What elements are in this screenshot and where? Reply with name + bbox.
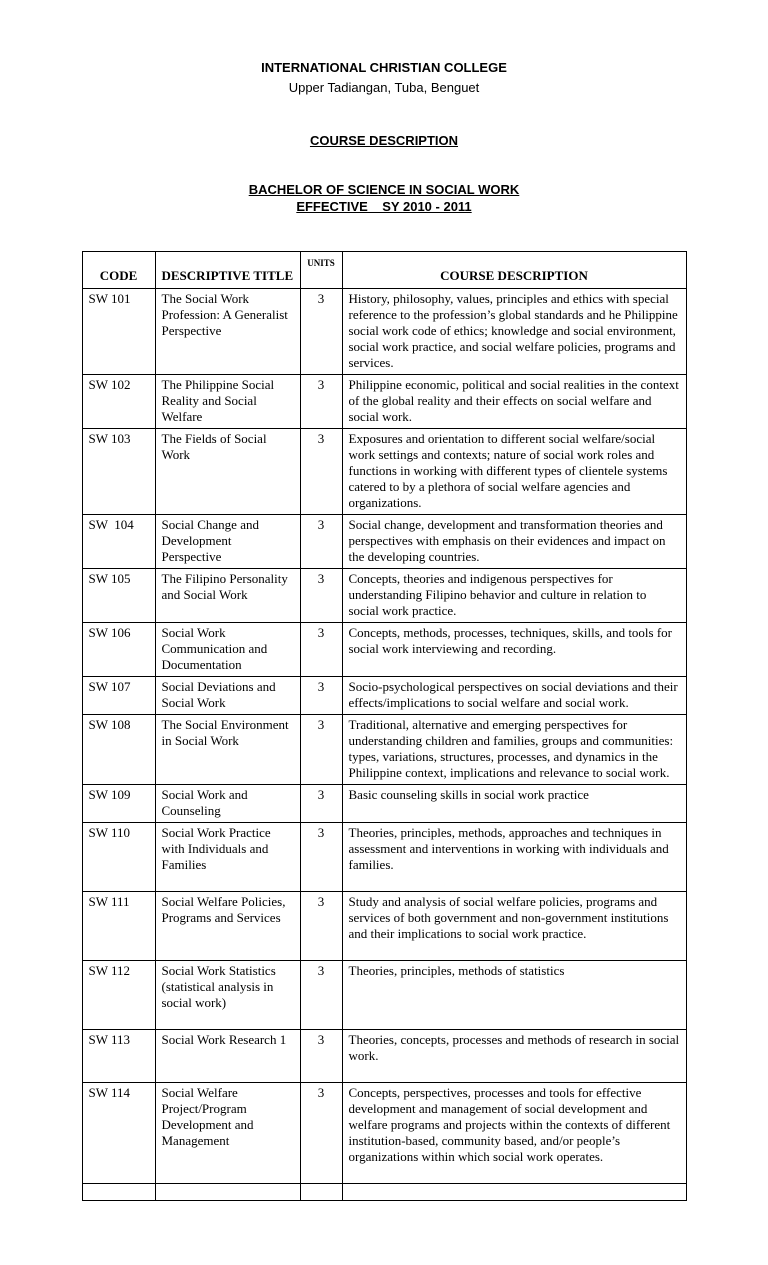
document-header — [0, 58, 768, 215]
descriptive-title-cell: Social Work Research 1 — [155, 1030, 300, 1083]
course-description-cell: History, philosophy, values, principles and ethics with special reference to the profession’s global standards and he Philippine social work code of ethics; knowledge and social environment, social work practice, and social welfare policies, programs and services. — [342, 289, 686, 375]
course-code-cell: SW 106 — [82, 623, 155, 677]
course-description-cell: Traditional, alternative and emerging perspectives for understanding children and families, groups and communities: types, variations, structures, processes, and dynamics in the Philippine context, implications and relevance to social work. — [342, 715, 686, 785]
course-description-cell: Social change, development and transformation theories and perspectives with emphasis on their evidences and impact on the developing countries. — [342, 515, 686, 569]
course-row — [82, 1030, 686, 1083]
course-description-cell: Philippine economic, political and social realities in the context of the global reality and their effects on social welfare and social work. — [342, 375, 686, 429]
units-cell: 3 — [300, 715, 342, 785]
course-row — [82, 289, 686, 375]
descriptive-title-cell: Social Work Communication and Documentation — [155, 623, 300, 677]
column-header-code: CODE — [82, 252, 155, 289]
units-cell: 3 — [300, 289, 342, 375]
course-row — [82, 715, 686, 785]
course-description-cell: Exposures and orientation to different social welfare/social work settings and contexts; nature of social work roles and functions in working with different types of clientele systems catered to by a plethora of social welfare agencies and organizations. — [342, 429, 686, 515]
course-description-cell: Concepts, theories and indigenous perspectives for understanding Filipino behavior and culture in relation to social work practice. — [342, 569, 686, 623]
course-description-cell: Study and analysis of social welfare policies, programs and services of both government and non-government institutions and their implications to social work practice. — [342, 892, 686, 961]
course-code-cell: SW 111 — [82, 892, 155, 961]
units-cell: 3 — [300, 1030, 342, 1083]
course-row — [82, 1083, 686, 1184]
course-description-cell: Basic counseling skills in social work practice — [342, 785, 686, 823]
college-name: INTERNATIONAL CHRISTIAN COLLEGE — [261, 60, 507, 75]
units-cell: 3 — [300, 823, 342, 892]
descriptive-title-cell: Social Work Statistics (statistical analysis in social work) — [155, 961, 300, 1030]
course-row — [82, 1184, 686, 1201]
column-header-course-description: COURSE DESCRIPTION — [342, 252, 686, 289]
units-cell: 3 — [300, 375, 342, 429]
course-row — [82, 623, 686, 677]
descriptive-title-cell: The Social Environment in Social Work — [155, 715, 300, 785]
course-code-cell: SW 109 — [82, 785, 155, 823]
descriptive-title-cell: Social Welfare Project/Program Development and Management — [155, 1083, 300, 1184]
units-cell: 3 — [300, 785, 342, 823]
descriptive-title-cell: Social Deviations and Social Work — [155, 677, 300, 715]
course-description-cell: Concepts, perspectives, processes and tools for effective development and management of social development and welfare programs and projects within the contexts of different institution-based, community based, and/or people’s organizations within which social work operates. — [342, 1083, 686, 1184]
course-code-cell — [82, 1184, 155, 1201]
course-code-cell: SW 114 — [82, 1083, 155, 1184]
descriptive-title-cell: Social Work and Counseling — [155, 785, 300, 823]
descriptive-title-cell: The Philippine Social Reality and Social Welfare — [155, 375, 300, 429]
program-title: BACHELOR OF SCIENCE IN SOCIAL WORK — [248, 182, 520, 197]
descriptive-title-cell: Social Change and Development Perspective — [155, 515, 300, 569]
course-description-cell — [342, 1184, 686, 1201]
course-row — [82, 677, 686, 715]
course-code-cell: SW 107 — [82, 677, 155, 715]
document-title: COURSE DESCRIPTION — [309, 133, 459, 148]
course-code-cell: SW 104 — [82, 515, 155, 569]
course-code-cell: SW 113 — [82, 1030, 155, 1083]
course-description-cell: Theories, concepts, processes and methods of research in social work. — [342, 1030, 686, 1083]
units-cell: 3 — [300, 569, 342, 623]
descriptive-title-cell: The Fields of Social Work — [155, 429, 300, 515]
course-row — [82, 515, 686, 569]
descriptive-title-cell: Social Welfare Policies, Programs and Services — [155, 892, 300, 961]
course-description-cell: Concepts, methods, processes, techniques, skills, and tools for social work interviewing and recording. — [342, 623, 686, 677]
course-code-cell: SW 110 — [82, 823, 155, 892]
units-cell: 3 — [300, 961, 342, 1030]
college-address: Upper Tadiangan, Tuba, Benguet — [288, 80, 480, 95]
units-cell: 3 — [300, 892, 342, 961]
course-description-cell: Theories, principles, methods of statistics — [342, 961, 686, 1030]
column-header-descriptive-title: DESCRIPTIVE TITLE — [155, 252, 300, 289]
units-cell: 3 — [300, 623, 342, 677]
column-header-units: UNITS — [300, 252, 342, 289]
course-row — [82, 961, 686, 1030]
course-row — [82, 569, 686, 623]
table-header-row — [82, 252, 686, 289]
descriptive-title-cell: The Social Work Profession: A Generalist Perspective — [155, 289, 300, 375]
course-code-cell: SW 112 — [82, 961, 155, 1030]
units-cell: 3 — [300, 429, 342, 515]
course-code-cell: SW 103 — [82, 429, 155, 515]
course-description-table — [82, 251, 687, 1201]
course-code-cell: SW 102 — [82, 375, 155, 429]
course-row — [82, 823, 686, 892]
course-description-cell: Theories, principles, methods, approaches and techniques in assessment and interventions in working with individuals and families. — [342, 823, 686, 892]
descriptive-title-cell: The Filipino Personality and Social Work — [155, 569, 300, 623]
effective-school-year: EFFECTIVE SY 2010 - 2011 — [296, 199, 472, 214]
course-description-cell: Socio-psychological perspectives on social deviations and their effects/implications to social welfare and social work. — [342, 677, 686, 715]
units-cell — [300, 1184, 342, 1201]
course-code-cell: SW 101 — [82, 289, 155, 375]
course-row — [82, 785, 686, 823]
units-cell: 3 — [300, 515, 342, 569]
course-code-cell: SW 108 — [82, 715, 155, 785]
units-cell: 3 — [300, 1083, 342, 1184]
units-cell: 3 — [300, 677, 342, 715]
course-code-cell: SW 105 — [82, 569, 155, 623]
course-row — [82, 892, 686, 961]
course-row — [82, 375, 686, 429]
descriptive-title-cell: Social Work Practice with Individuals and Families — [155, 823, 300, 892]
course-row — [82, 429, 686, 515]
descriptive-title-cell — [155, 1184, 300, 1201]
